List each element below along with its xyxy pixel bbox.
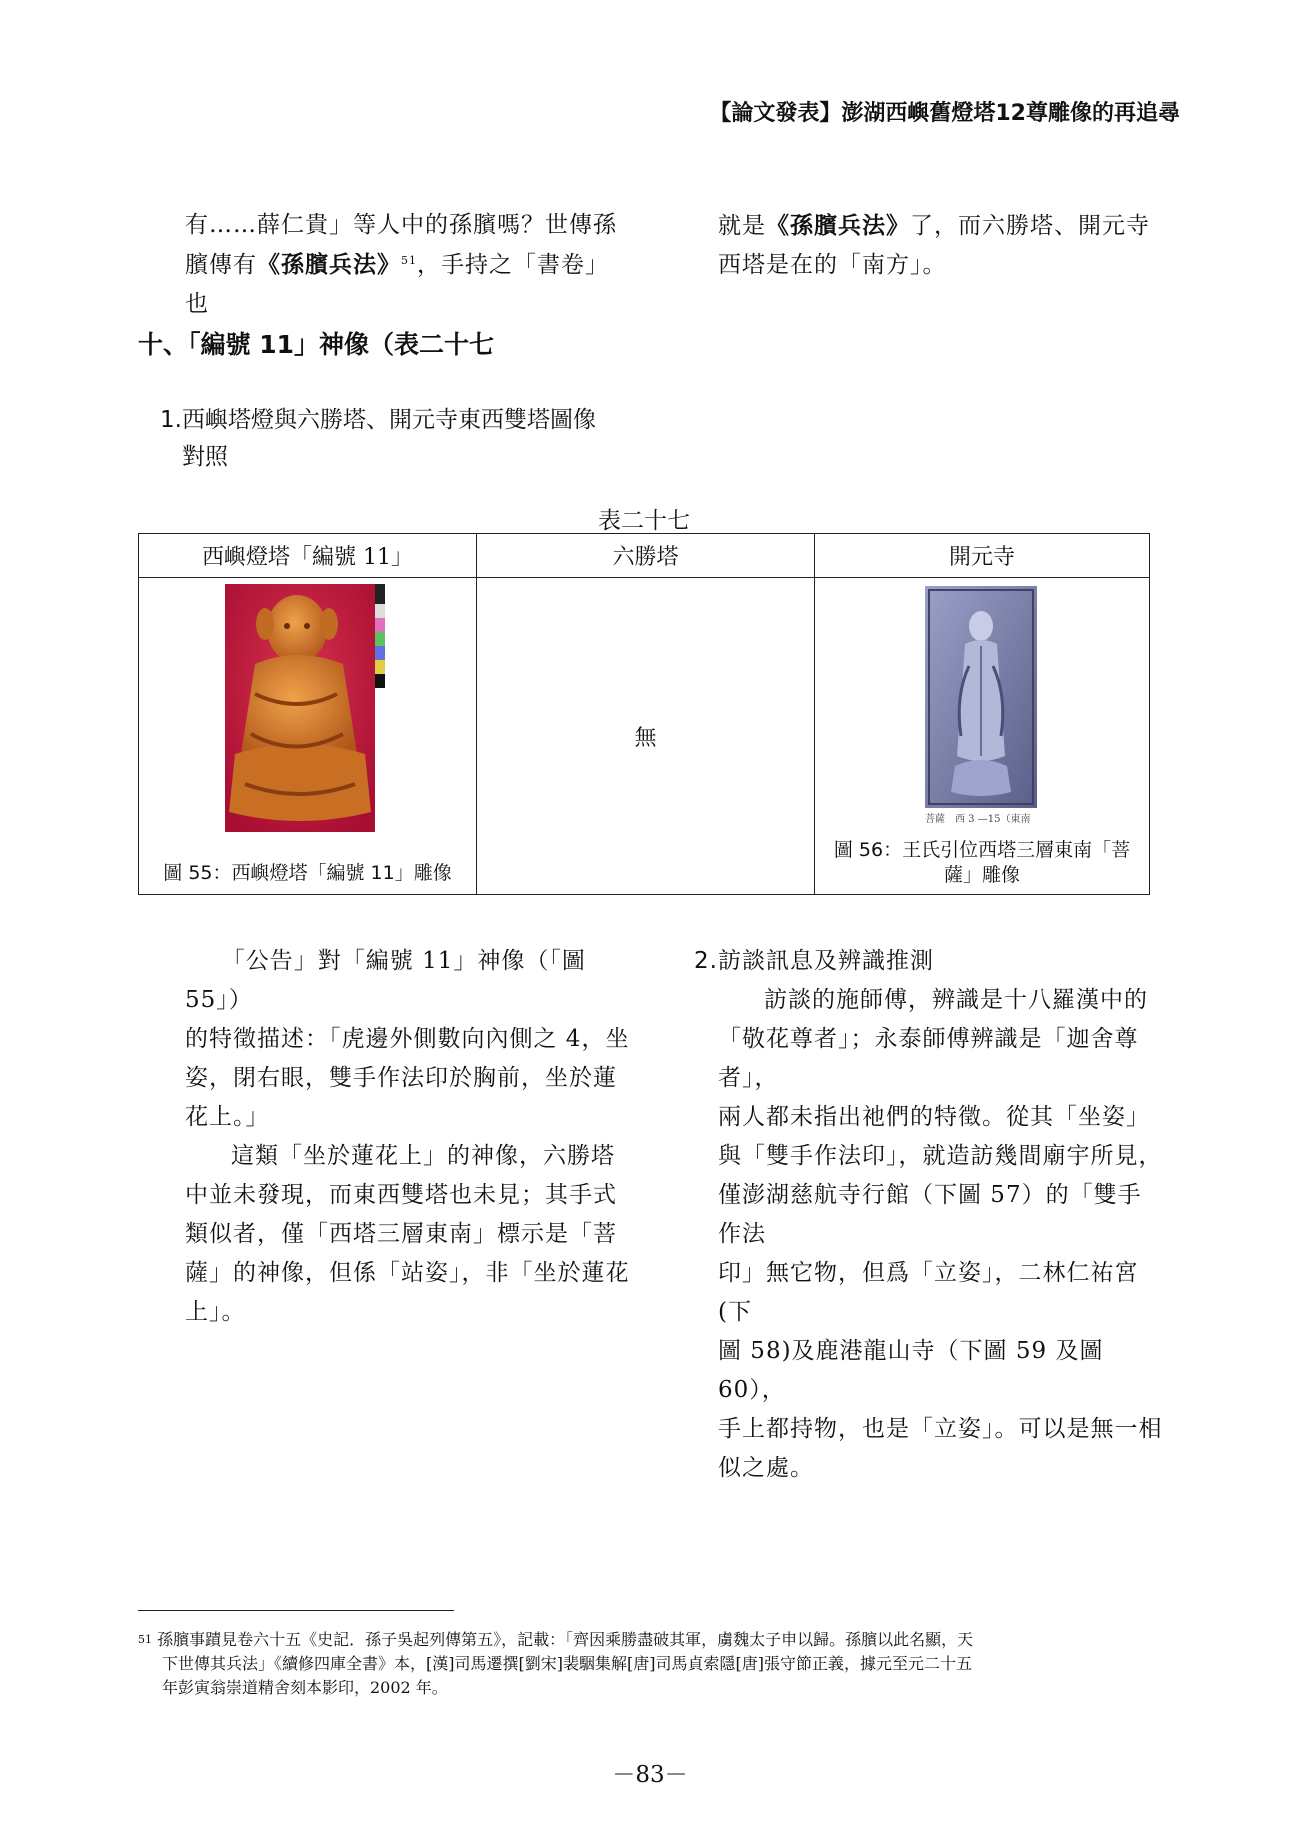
book-title: 《孫臏兵法》 xyxy=(257,251,401,278)
comparison-table xyxy=(138,533,1150,895)
right-line: 似之處。 xyxy=(718,1455,814,1481)
left-line: 花上。」 xyxy=(185,1104,270,1130)
table-header-row xyxy=(139,534,1150,578)
subheading xyxy=(160,402,660,476)
footnote-number: 51 xyxy=(138,1633,152,1646)
text-run: ，手持之「書卷」也 xyxy=(185,252,609,317)
page-number: －83－ xyxy=(612,1762,688,1788)
subheading-line1: 1.西嶼塔燈與六勝塔、開元寺東西雙塔圖像 xyxy=(160,407,596,433)
left-line: 這類「坐於蓮花上」的神像，六勝塔 xyxy=(231,1143,615,1169)
footnote-ref[interactable]: 51 xyxy=(401,254,417,267)
running-title: 【論文發表】澎湖西嶼舊燈塔12尊雕像的再追尋 xyxy=(709,101,1180,126)
right-line: 「敬花尊者」；永泰師傅辨識是「迦舍尊者」， xyxy=(718,1026,1139,1091)
right-line: 兩人都未指出祂們的特徵。從其「坐姿」 xyxy=(718,1104,1150,1130)
fig55-image xyxy=(225,584,385,838)
left-line: 中並未發現，而東西雙塔也未見；其手式 xyxy=(185,1182,617,1208)
footnote-rule xyxy=(138,1610,454,1611)
right-line: 訪談的施師傅，辨識是十八羅漢中的 xyxy=(764,987,1148,1013)
top-right-line2: 西塔是在的「南方」。 xyxy=(718,252,947,278)
fig56-caption-line2: 薩」雕像 xyxy=(943,864,1020,886)
left-line: 的特徵描述：「虎邊外側數向內側之 4，坐 xyxy=(185,1026,630,1052)
right-line: 僅澎湖慈航寺行館（下圖 57）的「雙手作法 xyxy=(718,1182,1142,1247)
text-run: 了，而六勝塔、開元寺 xyxy=(910,213,1150,239)
book-title: 《孫臏兵法》 xyxy=(766,212,910,239)
header-cell-xiyu: 西嶼燈塔「編號 11」 xyxy=(139,534,477,578)
right-column-body xyxy=(694,981,1164,1488)
footnote-line3: 年彭寅翁崇道精舍刻本影印，2002 年。 xyxy=(162,1678,448,1697)
right-line: 與「雙手作法印」，就造訪幾間廟宇所見， xyxy=(718,1143,1163,1169)
footnote-text: 孫臏事蹟見卷六十五《史記．孫子吳起列傳第五》，記載：「齊因乘勝盡破其軍，虜魏太子申以歸。孫臏以此名顯，天 xyxy=(157,1630,974,1649)
right-column-heading: 2.訪談訊息及辨識推測 xyxy=(694,948,934,974)
subheading-line2: 對照 xyxy=(182,444,228,470)
top-right-text xyxy=(718,206,1158,285)
fig56-caption xyxy=(815,838,1149,888)
cell-fig56 xyxy=(815,578,1150,895)
fig55-caption: 圖 55：西嶼燈塔「編號 11」雕像 xyxy=(163,862,452,884)
top-left-line1: 有……薛仁貴」等人中的孫臏嗎？世傳孫 xyxy=(185,212,617,238)
cell-fig55 xyxy=(139,578,477,895)
left-line: 上」。 xyxy=(185,1299,246,1325)
left-line: 「公告」對「編號 11」神像（「圖 55」） xyxy=(185,948,586,1013)
fig56-inline-label: 菩薩 西 3 —15（東南 xyxy=(925,814,1031,825)
fig56-caption-line1: 圖 56：王氏引位西塔三層東南「菩 xyxy=(833,839,1131,861)
right-line: 圖 58)及鹿港龍山寺（下圖 59 及圖 60）， xyxy=(718,1338,1104,1403)
left-line: 薩」的神像，但係「站姿」，非「坐於蓮花 xyxy=(185,1260,630,1286)
fig56-image xyxy=(925,586,1037,830)
left-line: 類似者，僅「西塔三層東南」標示是「菩 xyxy=(185,1221,617,1247)
text-run: 就是 xyxy=(718,213,766,239)
footnote xyxy=(138,1628,1150,1700)
cell-liusheng-empty xyxy=(477,578,815,895)
section-heading: 十、「編號 11」神像（表二十七 xyxy=(138,330,494,359)
none-marker: 無 xyxy=(634,725,657,751)
right-column xyxy=(694,942,1164,1488)
text-run: 臏傳有 xyxy=(185,252,257,278)
table-caption: 表二十七 xyxy=(598,508,690,534)
footnote-line2: 下世傳其兵法」《續修四庫全書》本，[漢]司馬遷撰[劉宋]裴駰集解[唐]司馬貞索隱[唐]張守節正義，據元至元二十五 xyxy=(162,1654,972,1673)
top-left-line2 xyxy=(185,245,625,324)
header-cell-kaiyuan: 開元寺 xyxy=(815,534,1150,578)
footnote-line1 xyxy=(138,1628,1150,1652)
top-right-line1 xyxy=(718,206,1158,246)
table-body-row xyxy=(139,578,1150,895)
header-cell-liusheng: 六勝塔 xyxy=(477,534,815,578)
left-column xyxy=(185,942,645,1332)
top-left-text xyxy=(185,206,625,324)
right-line: 手上都持物，也是「立姿」。可以是無一相 xyxy=(718,1416,1163,1442)
right-line: 印」無它物，但爲「立姿」，二林仁祐宮(下 xyxy=(718,1260,1139,1325)
left-line: 姿，閉右眼，雙手作法印於胸前，坐於蓮 xyxy=(185,1065,617,1091)
